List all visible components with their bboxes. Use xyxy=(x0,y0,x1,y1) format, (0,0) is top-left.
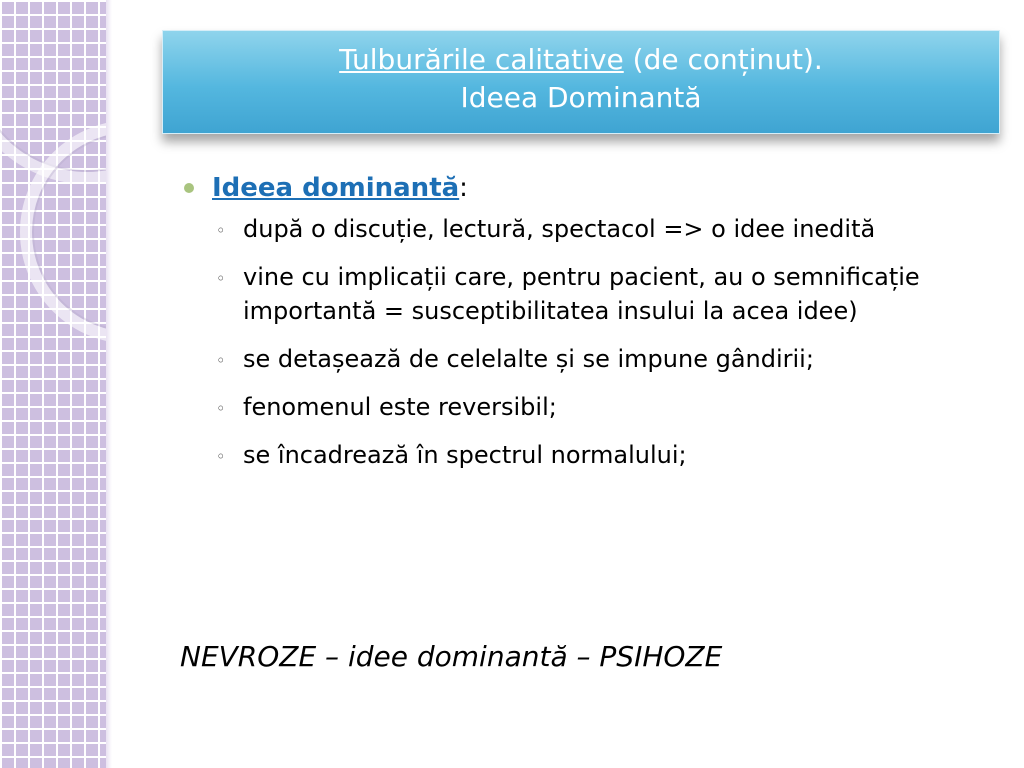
side-decoration xyxy=(0,0,112,768)
list-item-text: se detașează de celelalte și se impune gândirii; xyxy=(243,345,814,373)
list-item-text: după o discuție, lectură, spectacol => o idee inedită xyxy=(243,215,876,243)
list-item xyxy=(180,342,1000,376)
heading-link[interactable]: Ideea dominantă xyxy=(212,173,460,203)
circle-bullet-icon: ◦ xyxy=(216,447,226,466)
slide-body xyxy=(180,168,1000,486)
list-item-text: vine cu implicații care, pentru pacient, au o semnificație importantă = susceptibilitatea insului la acea idee) xyxy=(243,263,920,325)
list-item xyxy=(180,438,1000,472)
list-item-text: se încadrează în spectrul normalului; xyxy=(243,441,687,469)
circle-bullet-icon: ◦ xyxy=(216,221,226,240)
circle-bullet-icon: ◦ xyxy=(216,399,226,418)
list-item xyxy=(180,260,1000,328)
side-strip-edge xyxy=(106,0,112,768)
sub-bullet-list xyxy=(180,212,1000,472)
circle-bullet-icon: ◦ xyxy=(216,351,226,370)
footer-statement: NEVROZE – idee dominantă – PSIHOZE xyxy=(180,640,723,673)
title-line-1-rest: (de conținut). xyxy=(623,43,823,76)
slide-title xyxy=(162,30,1000,134)
bullet-heading xyxy=(180,168,1000,208)
title-link[interactable]: Tulburările calitative xyxy=(339,43,624,76)
title-line-1 xyxy=(163,41,999,79)
list-item xyxy=(180,212,1000,246)
bullet-dot-icon xyxy=(184,183,194,193)
list-item-text: fenomenul este reversibil; xyxy=(243,393,557,421)
circle-bullet-icon: ◦ xyxy=(216,269,226,288)
heading-suffix: : xyxy=(459,173,468,203)
list-item xyxy=(180,390,1000,424)
title-line-2: Ideea Dominantă xyxy=(460,81,702,114)
